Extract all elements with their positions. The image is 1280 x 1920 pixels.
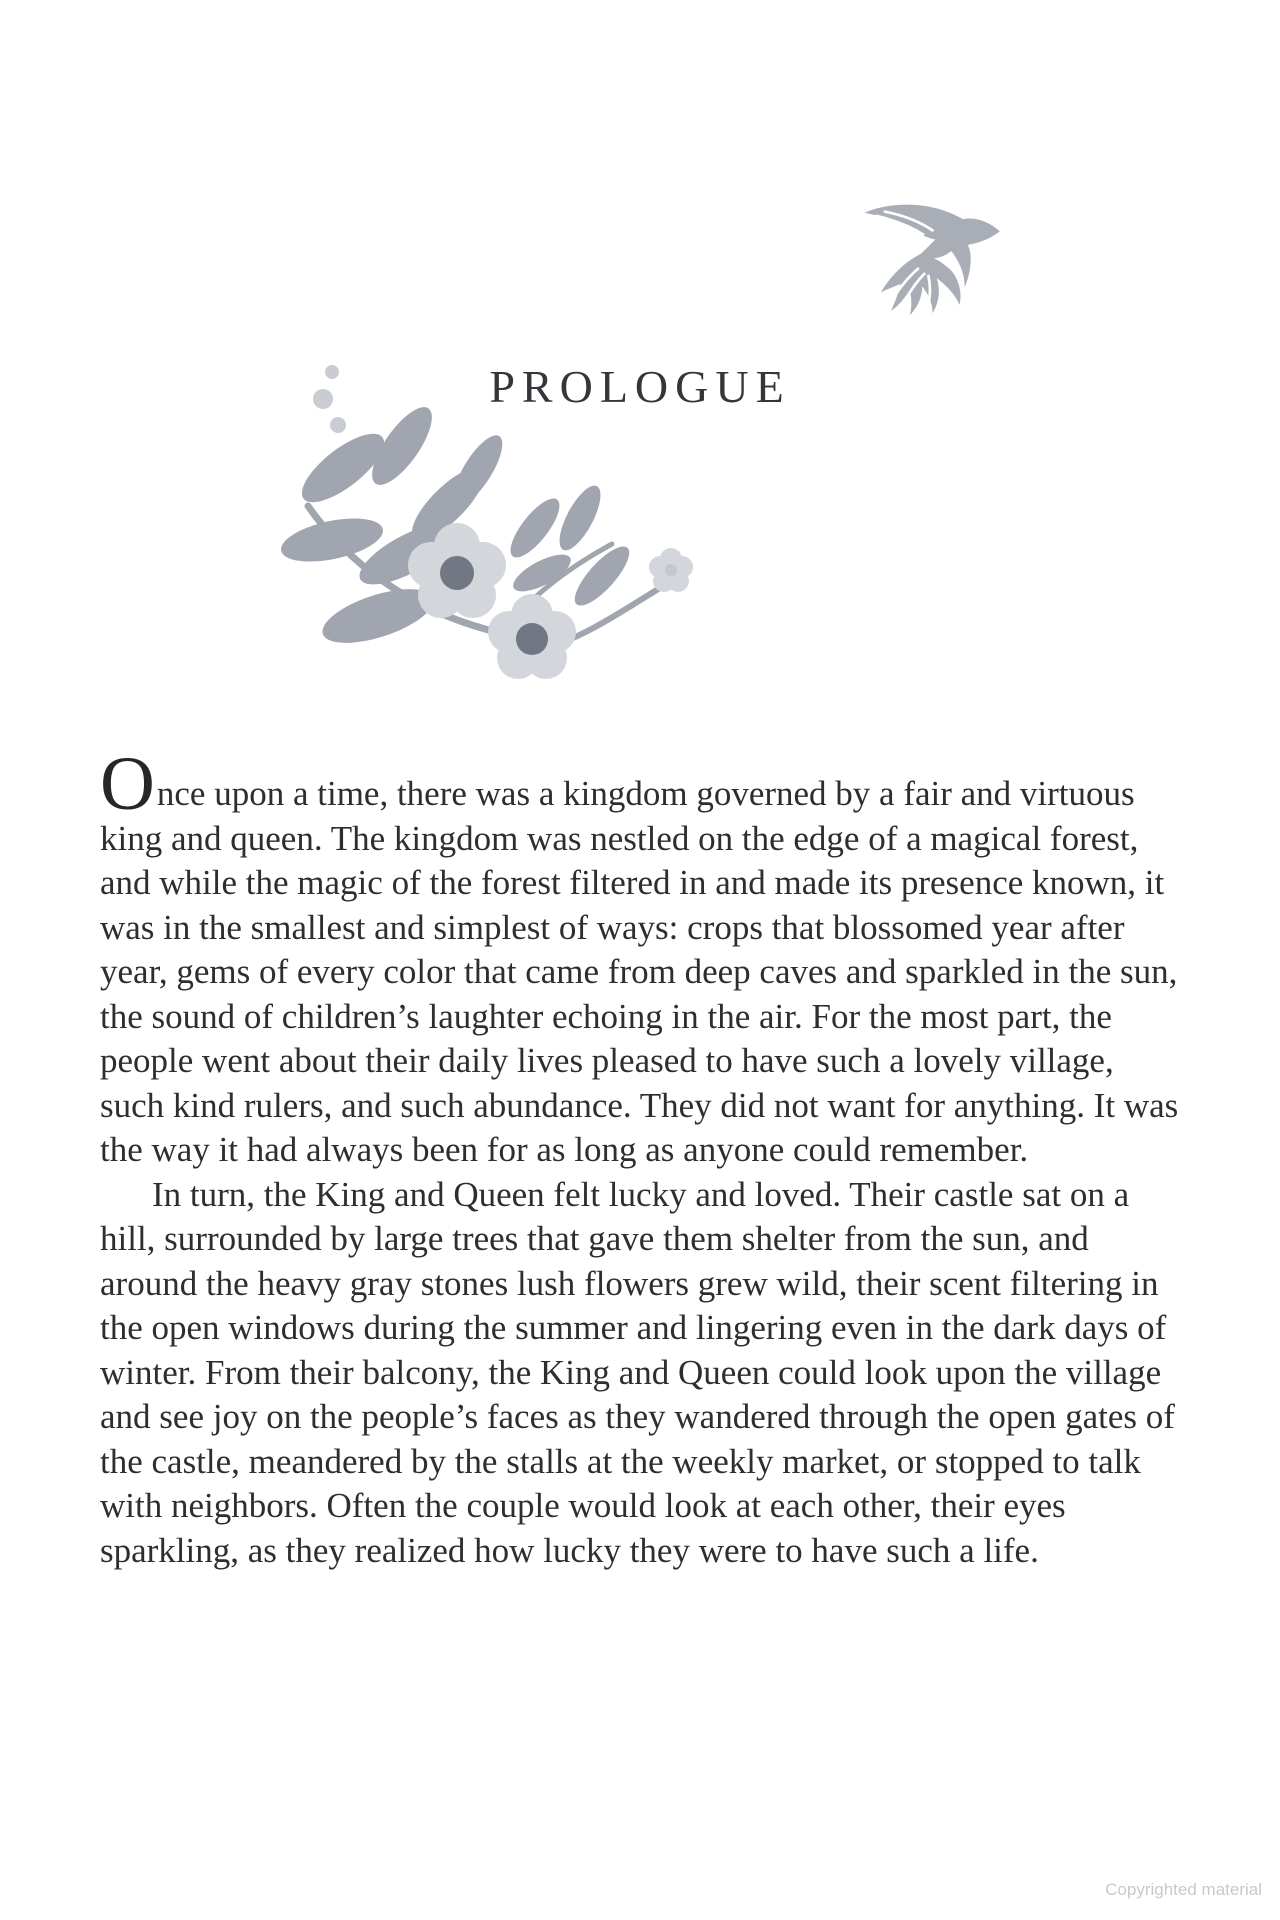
paragraph-2-text: In turn, the King and Queen felt lucky and loved. Their castle sat on a hill, surrounded by large trees that gave them shelter from the sun, and around the heavy gray stones lush flowers grew wild, their scent filtering in the open windows during the summer and lingering even in the dark days of winter. From their balcony, the King and Queen could look upon the village and see joy on the people’s faces as they wandered through the open gates of the castle, meandered by the stalls at the weekly market, or stopped to talk with neighbors. Often the couple would look at each other, their eyes sparkling, as they realized how lucky they were to have such a life. xyxy=(100,1174,1175,1570)
prologue-body-text xyxy=(100,742,1182,1573)
paragraph-2 xyxy=(100,1173,1182,1574)
flower-petals xyxy=(408,523,693,679)
paragraph-1-text: nce upon a time, there was a kingdom governed by a fair and virtuous king and queen. The kingdom was nestled on the edge of a magical forest, and while the magic of the forest filtered in and made its presence known, it was in the smallest and simplest of ways: crops that blossomed year after year, gems of every color that came from deep caves and sparkled in the sun, the sound of children’s laughter echoing in the air. For the most part, the people went about their daily lives pleased to have such a lovely village, such kind rulers, and such abundance. They did not want for anything. It was the way it had always been for as long as anyone could remember. xyxy=(100,774,1179,1169)
bird-silhouette xyxy=(864,205,1000,316)
small-flower-center xyxy=(665,564,677,576)
decorative-dots xyxy=(313,365,346,433)
copyright-notice: Copyrighted material xyxy=(1105,1880,1262,1899)
paragraph-1 xyxy=(100,742,1182,1173)
swallow-bird-icon xyxy=(858,202,1003,327)
drop-cap-letter: O xyxy=(100,742,157,826)
chapter-title: PROLOGUE xyxy=(489,361,791,412)
floral-branch-icon xyxy=(280,358,700,703)
